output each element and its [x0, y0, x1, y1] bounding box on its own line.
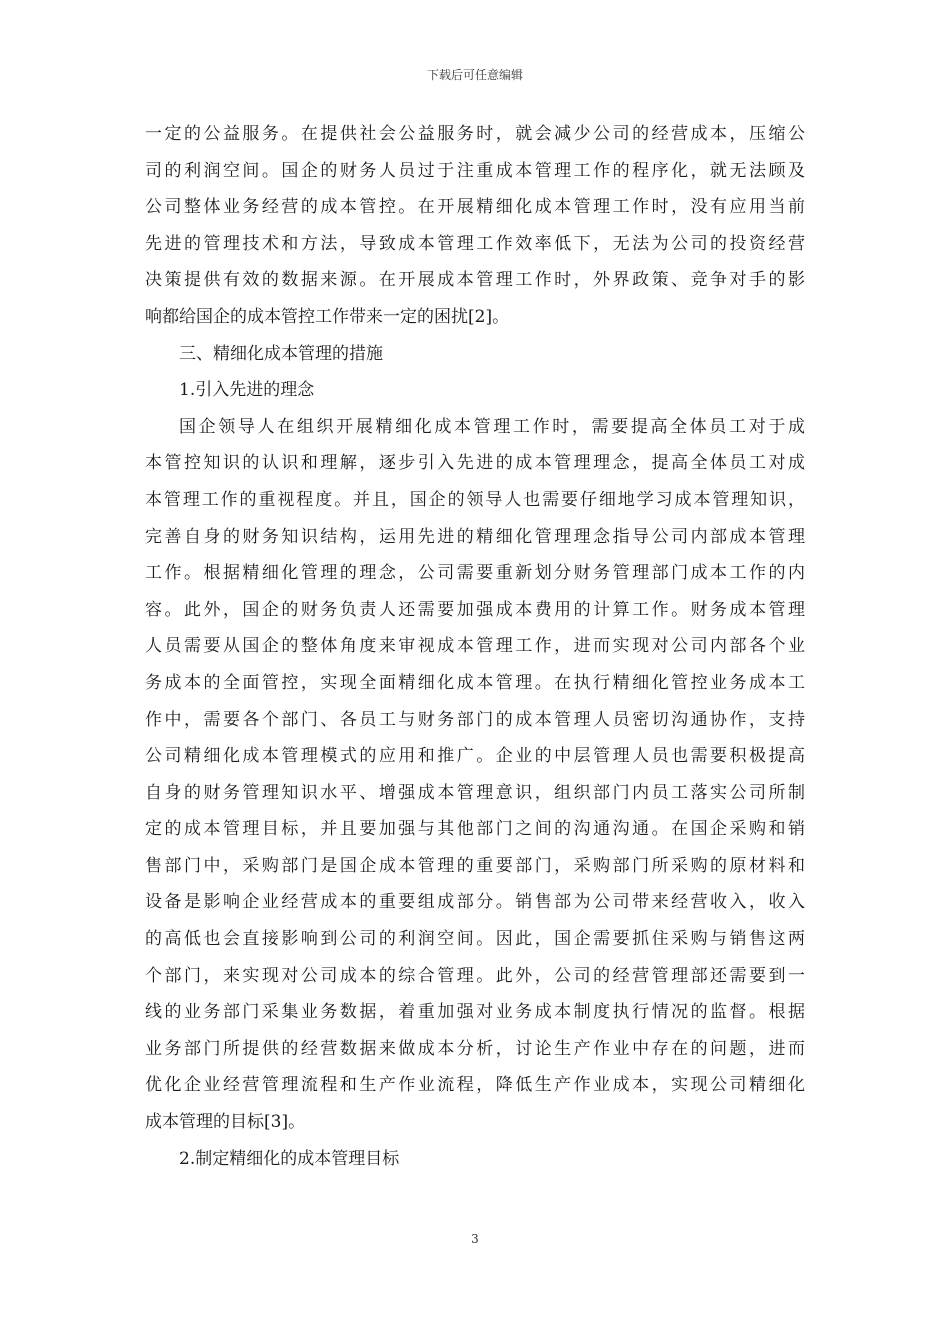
text-line: 国企领导人在组织开展精细化成本管理工作时，需要提高全体员工对于成	[179, 416, 805, 437]
text-line: 售部门中，采购部门是国企成本管理的重要部门，采购部门所采购的原材料和	[145, 855, 805, 876]
text-line: 1.引入先进的理念	[179, 380, 315, 401]
text-line: 优化企业经营管理流程和生产作业流程，降低生产作业成本，实现公司精细化	[145, 1075, 805, 1096]
text-line: 业务部门所提供的经营数据来做成本分析，讨论生产作业中存在的问题，进而	[145, 1038, 805, 1059]
text-line: 作中，需要各个部门、各员工与财务部门的成本管理人员密切沟通协作，支持	[145, 709, 805, 730]
text-line: 个部门，来实现对公司成本的综合管理。此外，公司的经营管理部还需要到一	[145, 965, 805, 986]
text-line: 决策提供有效的数据来源。在开展成本管理工作时，外界政策、竞争对手的影	[145, 270, 805, 291]
text-line: 工作。根据精细化管理的理念，公司需要重新划分财务管理部门成本工作的内	[145, 563, 805, 584]
text-line: 的高低也会直接影响到公司的利润空间。因此，国企需要抓住采购与销售这两	[145, 929, 805, 950]
text-line: 成本管理的目标[3]。	[145, 1112, 306, 1133]
text-line: 本管理工作的重视程度。并且，国企的领导人也需要仔细地学习成本管理知识，	[145, 489, 805, 510]
text-line: 设备是影响企业经营成本的重要组成部分。销售部为公司带来经营收入，收入	[145, 892, 805, 913]
text-line: 公司精细化成本管理模式的应用和推广。企业的中层管理人员也需要积极提高	[145, 746, 805, 767]
text-line: 务成本的全面管控，实现全面精细化成本管理。在执行精细化管控业务成本工	[145, 672, 805, 693]
text-line: 人员需要从国企的整体角度来审视成本管理工作，进而实现对公司内部各个业	[145, 636, 805, 657]
page-number: 3	[471, 1232, 479, 1246]
text-line: 司的利润空间。国企的财务人员过于注重成本管理工作的程序化，就无法顾及	[145, 160, 805, 181]
text-line: 响都给国企的成本管控工作带来一定的困扰[2]。	[145, 306, 510, 327]
text-line: 完善自身的财务知识结构，运用先进的精细化管理理念指导公司内部成本管理	[145, 526, 805, 547]
text-line: 三、精细化成本管理的措施	[179, 343, 383, 364]
text-line: 公司整体业务经营的成本管控。在开展精细化成本管理工作时，没有应用当前	[145, 197, 805, 218]
text-line: 容。此外，国企的财务负责人还需要加强成本费用的计算工作。财务成本管理	[145, 599, 805, 620]
text-line: 自身的财务管理知识水平、增强成本管理意识，组织部门内员工落实公司所制	[145, 782, 805, 803]
page-header: 下载后可任意编辑	[426, 68, 523, 82]
text-line: 2.制定精细化的成本管理目标	[179, 1148, 400, 1169]
text-line: 一定的公益服务。在提供社会公益服务时，就会减少公司的经营成本，压缩公	[145, 124, 805, 144]
text-line: 定的成本管理目标，并且要加强与其他部门之间的沟通沟通。在国企采购和销	[145, 819, 805, 840]
text-line: 线的业务部门采集业务数据，着重加强对业务成本制度执行情况的监督。根据	[145, 1002, 805, 1023]
text-line: 先进的管理技术和方法，导致成本管理工作效率低下，无法为公司的投资经营	[145, 233, 805, 254]
text-line: 本管控知识的认识和理解，逐步引入先进的成本管理理念，提高全体员工对成	[145, 453, 805, 474]
document-body	[145, 116, 805, 1177]
